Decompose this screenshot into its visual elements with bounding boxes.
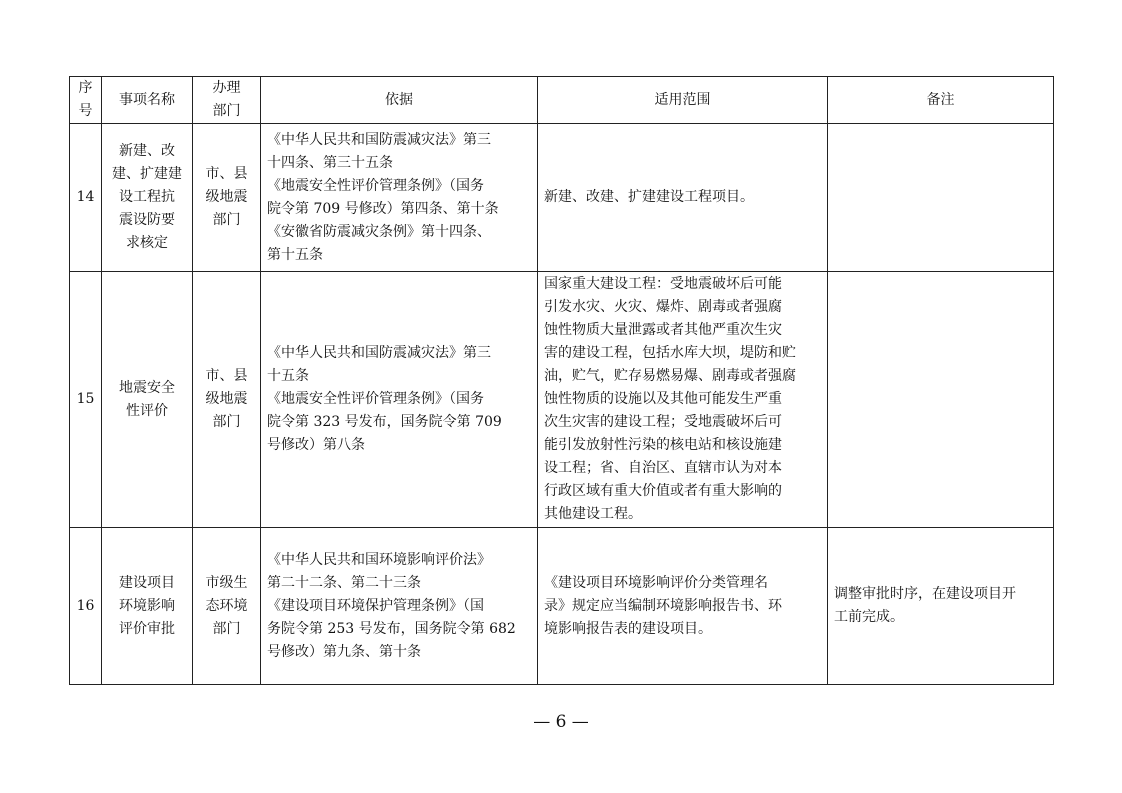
table-row	[70, 272, 1054, 528]
cell-item-name: 地震安全 性评价	[102, 272, 193, 528]
cell-scope: 国家重大建设工程：受地震破坏后可能 引发水灾、火灾、爆炸、剧毒或者强腐 蚀性物质大量泄露或者其他严重次生灾 害的建设工程，包括水库大坝，堤防和贮 油，贮气，贮存易燃易爆、剧毒或者强腐 蚀性物质的设施以及其他可能发生严重 次生灾害的建设工程；受地震破坏后可 能引发放射性污染的核电站和核设施建 设工程；省、自治区、直辖市认为对本 行政区域有重大价值或者有重大影响的 其他建设工程。	[538, 272, 828, 528]
cell-basis: 《中华人民共和国防震减灾法》第三 十四条、第三十五条 《地震安全性评价管理条例》（国务 院令第 709 号修改）第四条、第十条 《安徽省防震减灾条例》第十四条、 第十五条	[261, 124, 538, 272]
cell-note: 调整审批时序，在建设项目开 工前完成。	[828, 528, 1054, 685]
cell-scope: 《建设项目环境影响评价分类管理名 录》规定应当编制环境影响报告书、环 境影响报告表的建设项目。	[538, 528, 828, 685]
table-row	[70, 124, 1054, 272]
cell-basis: 《中华人民共和国环境影响评价法》 第二十二条、第二十三条 《建设项目环境保护管理条例》（国 务院令第 253 号发布，国务院令第 682 号修改）第九条、第十条	[261, 528, 538, 685]
cell-note	[828, 124, 1054, 272]
header-scope: 适用范围	[538, 77, 828, 124]
cell-item-name: 建设项目 环境影响 评价审批	[102, 528, 193, 685]
page-number: — 6 —	[533, 712, 589, 732]
cell-item-name: 新建、改 建、扩建建 设工程抗 震设防要 求核定	[102, 124, 193, 272]
table-row	[70, 528, 1054, 685]
cell-scope: 新建、改建、扩建建设工程项目。	[538, 124, 828, 272]
cell-basis: 《中华人民共和国防震减灾法》第三 十五条 《地震安全性评价管理条例》（国务 院令第 323 号发布，国务院令第 709 号修改）第八条	[261, 272, 538, 528]
cell-department: 市级生 态环境 部门	[193, 528, 261, 685]
header-serial: 序 号	[70, 77, 102, 124]
header-basis: 依据	[261, 77, 538, 124]
cell-department: 市、县 级地震 部门	[193, 272, 261, 528]
cell-department: 市、县 级地震 部门	[193, 124, 261, 272]
cell-note	[828, 272, 1054, 528]
table-header-row	[70, 77, 1054, 124]
header-item-name: 事项名称	[102, 77, 193, 124]
approval-items-table	[69, 76, 1054, 685]
header-note: 备注	[828, 77, 1054, 124]
cell-serial: 16	[70, 528, 102, 685]
cell-serial: 15	[70, 272, 102, 528]
cell-serial: 14	[70, 124, 102, 272]
header-department: 办理 部门	[193, 77, 261, 124]
